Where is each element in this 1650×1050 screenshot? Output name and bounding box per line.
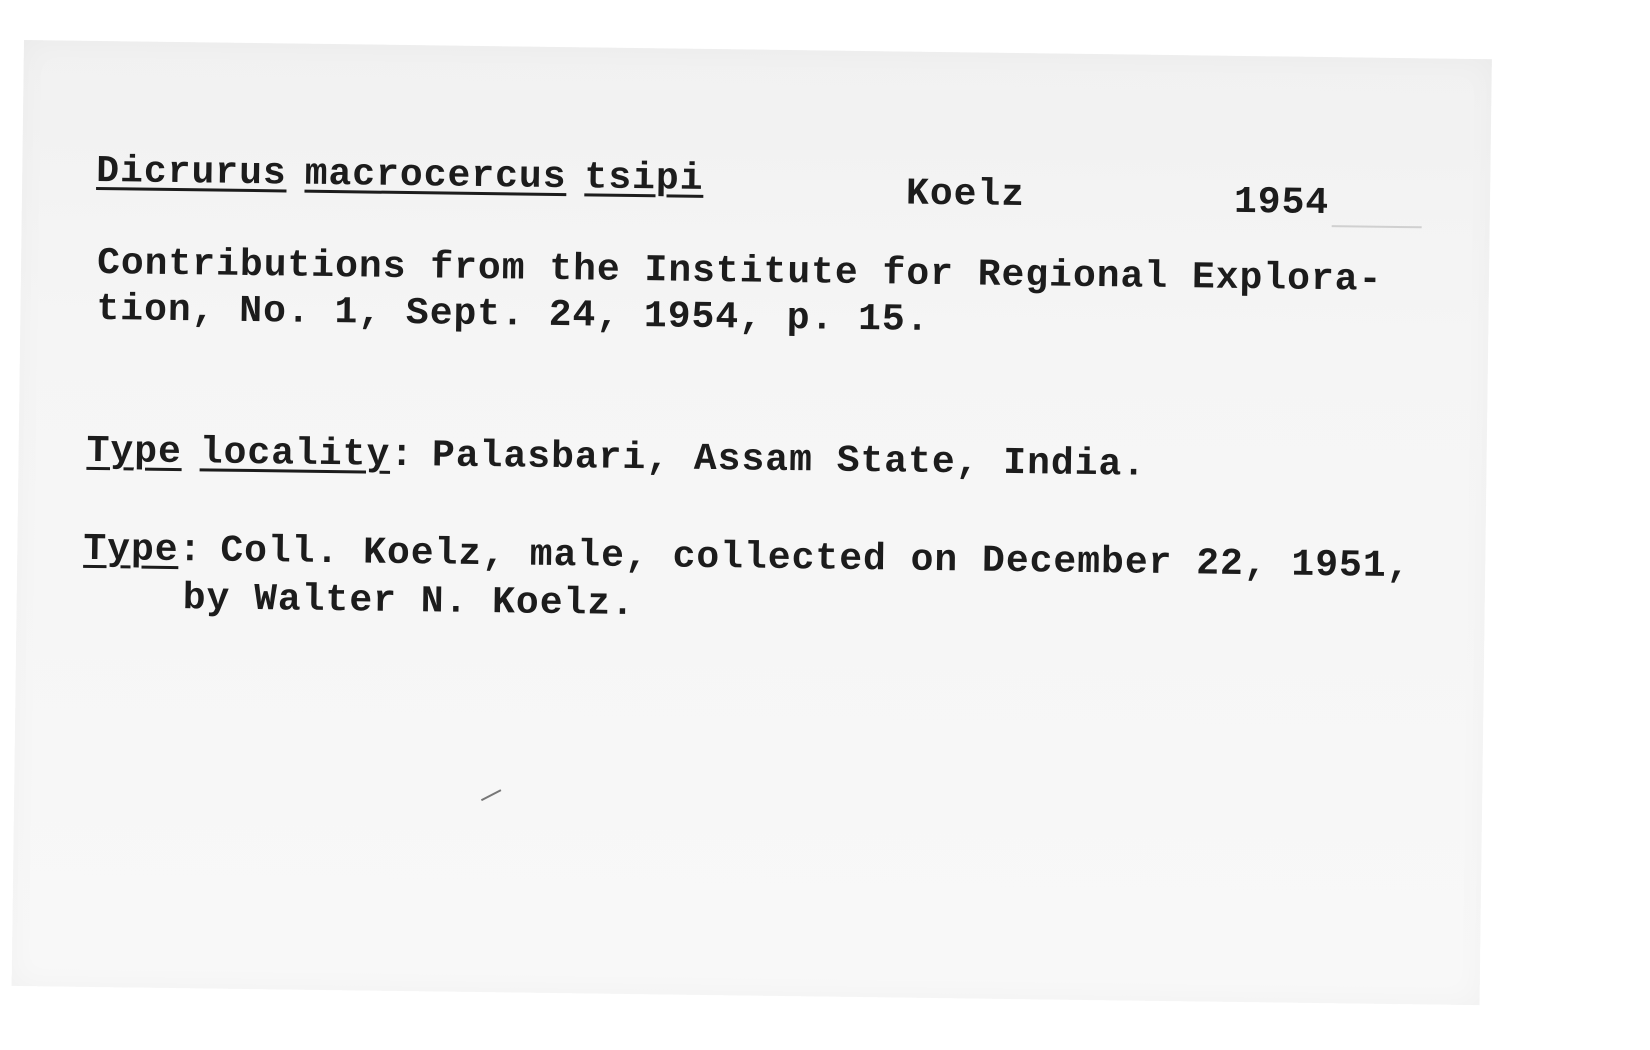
publication-year: 1954: [1233, 180, 1330, 226]
subspecies-name: tsipi: [584, 156, 704, 201]
genus-name: Dicrurus: [96, 149, 287, 196]
citation-line-2: tion, No. 1, Sept. 24, 1954, p. 15.: [96, 287, 930, 342]
type-specimen-details: Coll. Koelz, male, collected on December 22, 1951,: [220, 529, 1411, 589]
type-locality-value: Palasbari, Assam State, India.: [431, 434, 1147, 487]
type-locality-separator: :: [389, 433, 415, 478]
faint-rule: [1332, 225, 1422, 228]
type-locality-label-locality: locality: [199, 431, 391, 477]
type-locality-line: [86, 429, 1147, 487]
type-locality-label-type: Type: [86, 429, 183, 475]
author-name: Koelz: [905, 172, 1026, 218]
species-name: macrocercus: [304, 152, 567, 200]
header-line: [96, 149, 704, 201]
ink-smudge: [481, 789, 501, 801]
citation-line-1: Contributions from the Institute for Regional Explora-: [96, 241, 1383, 302]
type-line-2: by Walter N. Koelz.: [182, 577, 636, 627]
index-card: [12, 40, 1492, 1005]
type-label: Type: [83, 527, 179, 573]
type-separator: :: [178, 529, 203, 573]
